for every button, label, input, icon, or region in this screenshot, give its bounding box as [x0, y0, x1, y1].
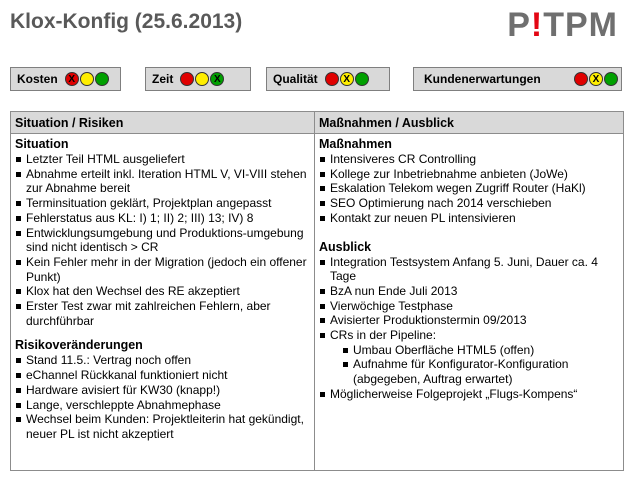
list-situation — [15, 152, 308, 328]
list-item: Eskalation Telekom wegen Zugriff Router (HaKl) — [319, 181, 617, 196]
list-item: Avisierter Produktionstermin 09/2013 — [319, 313, 617, 328]
traffic-light-green — [604, 72, 618, 86]
header-situation-risiken: Situation / Risiken — [11, 112, 315, 134]
traffic-light-green — [95, 72, 109, 86]
status-row — [10, 67, 622, 93]
list-item: Aufnahme für Konfigurator-Konfiguration (abgegeben, Auftrag erwartet) — [319, 357, 617, 386]
logo-part-p: P — [507, 6, 531, 44]
status-qualitaet — [266, 67, 390, 91]
list-item: Vierwöchige Testphase — [319, 299, 617, 314]
traffic-light-red: X — [65, 72, 79, 86]
list-item: Hardware avisiert für KW30 (knapp!) — [15, 383, 308, 398]
list-item: eChannel Rückkanal funktioniert nicht — [15, 368, 308, 383]
status-label: Kundenerwartungen — [424, 72, 541, 86]
status-kosten — [10, 67, 121, 91]
section-title-ausblick: Ausblick — [319, 239, 372, 254]
list-item: Möglicherweise Folgeprojekt „Flugs-Kompens“ — [319, 387, 617, 402]
status-label: Qualität — [273, 72, 318, 86]
list-item: Umbau Oberfläche HTML5 (offen) — [319, 343, 617, 358]
list-item: Entwicklungsumgebung und Produktions-umgebung sind nicht identisch > CR — [15, 226, 308, 255]
logo-part-pm: PM — [565, 6, 618, 44]
list-item: Kein Fehler mehr in der Migration (jedoch ein offener Punkt) — [15, 255, 308, 284]
traffic-light-yellow — [195, 72, 209, 86]
section-title-situation: Situation — [15, 137, 69, 151]
list-item: Lange, verschleppte Abnahmephase — [15, 398, 308, 413]
traffic-light-yellow: X — [340, 72, 354, 86]
traffic-light-red — [180, 72, 194, 86]
list-item: SEO Optimierung nach 2014 verschieben — [319, 196, 617, 211]
status-label: Kosten — [17, 72, 58, 86]
traffic-light-yellow — [80, 72, 94, 86]
list-item: Fehlerstatus aus KL: I) 1; II) 2; III) 13; IV) 8 — [15, 211, 308, 226]
status-label: Zeit — [152, 72, 174, 86]
status-table — [10, 111, 624, 471]
list-item: CRs in der Pipeline: — [319, 328, 617, 343]
list-item: Integration Testsystem Anfang 5. Juni, Dauer ca. 4 Tage — [319, 255, 617, 284]
traffic-light-red — [325, 72, 339, 86]
traffic-light-yellow: X — [589, 72, 603, 86]
list-item: Letzter Teil HTML ausgeliefert — [15, 152, 308, 167]
status-kundenerwartungen — [413, 67, 622, 91]
list-item: Intensiveres CR Controlling — [319, 152, 617, 167]
logo-part-t: T — [543, 6, 565, 44]
list-item: Klox hat den Wechsel des RE akzeptiert — [15, 284, 308, 299]
header-massnahmen-ausblick: Maßnahmen / Ausblick — [315, 112, 623, 134]
list-massnahmen — [319, 152, 617, 226]
list-item: Wechsel beim Kunden: Projektleiterin hat gekündigt, neuer PL ist nicht akzeptiert — [15, 412, 308, 441]
section-title-massnahmen: Maßnahmen — [319, 137, 392, 151]
list-risiko — [15, 353, 308, 441]
traffic-light-red — [574, 72, 588, 86]
list-item: Stand 11.5.: Vertrag noch offen — [15, 353, 308, 368]
logo-part-exclamation: ! — [530, 6, 544, 44]
list-item: BzA nun Ende Juli 2013 — [319, 284, 617, 299]
pitpm-logo — [507, 6, 618, 45]
list-item: Kontakt zur neuen PL intensivieren — [319, 211, 617, 226]
list-item: Abnahme erteilt inkl. Iteration HTML V, VI-VIII stehen zur Abnahme bereit — [15, 167, 308, 196]
column-situation-risiken — [11, 134, 315, 470]
traffic-light-green: X — [210, 72, 224, 86]
section-title-risiko: Risikoveränderungen — [15, 338, 143, 353]
list-item: Kollege zur Inbetriebnahme anbieten (JoWe) — [319, 167, 617, 182]
list-item: Erster Test zwar mit zahlreichen Fehlern, aber durchführbar — [15, 299, 308, 328]
column-massnahmen-ausblick — [315, 134, 623, 470]
traffic-light-green — [355, 72, 369, 86]
status-zeit — [145, 67, 251, 91]
page-title: Klox-Konfig (25.6.2013) — [10, 10, 243, 33]
list-item: Terminsituation geklärt, Projektplan angepasst — [15, 196, 308, 211]
list-ausblick — [319, 255, 617, 402]
